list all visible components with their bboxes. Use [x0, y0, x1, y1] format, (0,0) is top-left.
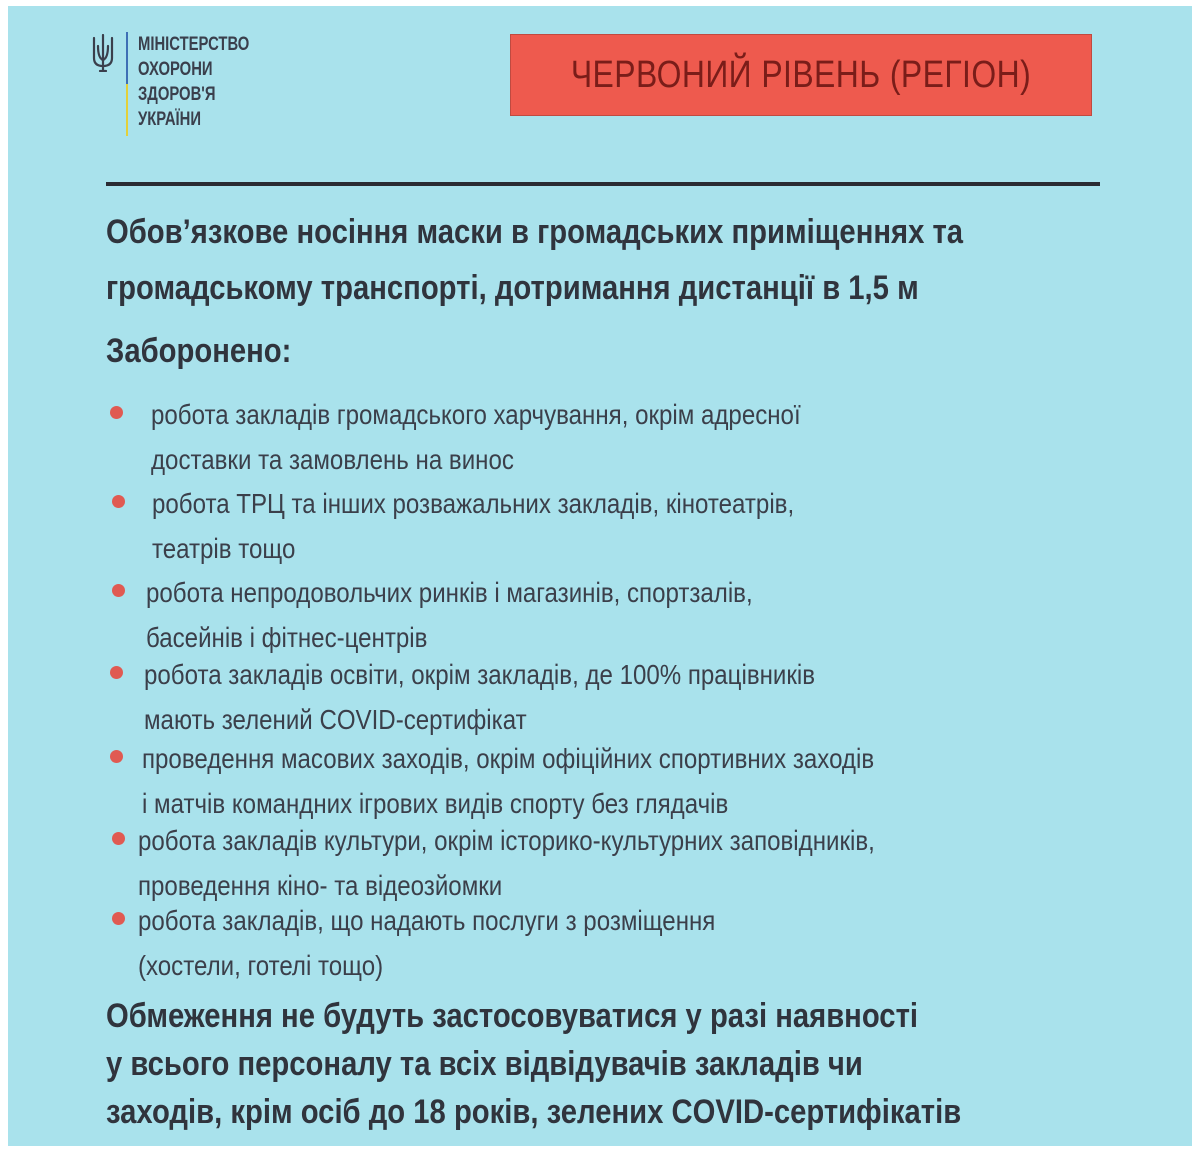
bullet-icon: [112, 912, 125, 925]
trident-icon: [90, 34, 116, 72]
risk-level-badge: [510, 34, 1092, 116]
bullet-icon: [112, 832, 125, 845]
list-item: робота закладів культури, окрім історико-культурних заповідників, проведення кіно- та відеозйомки: [112, 818, 995, 908]
list-item: проведення масових заходів, окрім офіційних спортивних заходів і матчів командних ігрових видів спорту без глядачів: [110, 736, 993, 826]
ministry-name-line: МІНІСТЕРСТВО: [138, 34, 250, 55]
exemption-line: заходів, крім осіб до 18 років, зелених COVID-сертифікатів: [106, 1093, 962, 1131]
list-item: робота ТРЦ та інших розважальних закладів, кінотеатрів, театрів тощо: [112, 481, 899, 571]
bullet-icon: [110, 666, 123, 679]
exemption-line: у всього персоналу та всіх відвідувачів закладів чи: [106, 1045, 863, 1083]
mask-rule-line: громадському транспорті, дотримання дистанції в 1,5 м: [106, 269, 919, 307]
risk-level-label: ЧЕРВОНИЙ РІВЕНЬ (РЕГІОН): [570, 53, 1032, 96]
mask-rule: [106, 204, 1103, 316]
prohibited-heading: Заборонено:: [106, 332, 292, 370]
ministry-name-line: УКРАЇНИ: [138, 109, 201, 130]
ministry-name-line: ЗДОРОВ'Я: [138, 84, 216, 105]
exemption-note: [106, 992, 1100, 1136]
list-item: робота закладів, що надають послуги з розміщення (хостели, готелі тощо): [112, 898, 809, 988]
list-item: робота закладів освіти, окрім закладів, де 100% працівників мають зелений COVID-сертифікат: [110, 652, 924, 742]
bullet-icon: [110, 750, 123, 763]
list-item: робота закладів громадського харчування, окрім адресної доставки та замовлень на винос: [110, 392, 906, 482]
bullet-icon: [112, 495, 125, 508]
ministry-logo: [90, 32, 281, 138]
exemption-line: Обмеження не будуть застосовуватися у разі наявності: [106, 997, 919, 1035]
mask-rule-line: Обов’язкове носіння маски в громадських приміщеннях та: [106, 213, 964, 251]
ministry-name: [138, 32, 249, 132]
bullet-icon: [110, 406, 123, 419]
ministry-name-line: ОХОРОНИ: [138, 59, 213, 80]
flag-bar: [126, 32, 128, 136]
bullet-icon: [112, 584, 125, 597]
poster: [8, 6, 1192, 1146]
list-item: робота непродовольчих ринків і магазинів, спортзалів, басейнів і фітнес-центрів: [112, 570, 851, 660]
divider: [106, 182, 1100, 186]
